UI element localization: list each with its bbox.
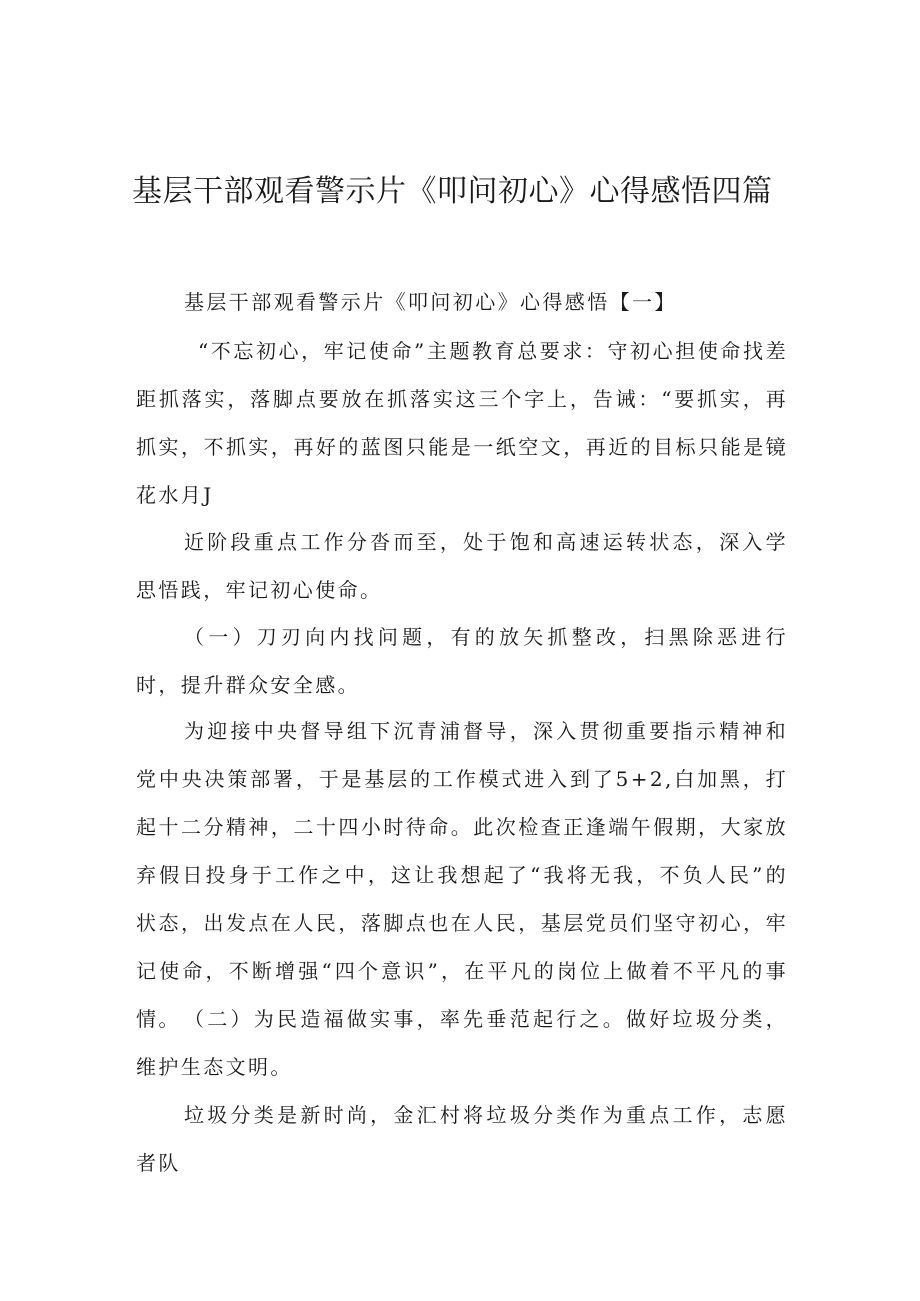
paragraph: 为迎接中央督导组下沉青浦督导，深入贯彻重要指示精神和党中央决策部署，于是基层的工作模式进入到了5+2,白加黑，打起十二分精神，二十四小时待命。此次检查正逢端午假期，大家放弃假日投身于工作之中，这让我想起了“我将无我，不负人民”的状态，出发点在人民，落脚点也在人民，基层党员们坚守初心，牢记使命，不断增强“四个意识”，在平凡的岗位上做着不平凡的事情。 <box>136 719 788 1031</box>
section-heading: 基层干部观看警示片《叩问初心》心得感悟【一】 <box>184 290 677 314</box>
paragraph: “不忘初心，牢记使命”主题教育总要求：守初心担使命找差距抓落实，落脚点要放在抓落实这三个字上，告诫：“要抓实，再抓实，不抓实，再好的蓝图只能是一纸空文，再近的目标只能是镜花水月J <box>136 339 788 507</box>
paragraph: 垃圾分类是新时尚，金汇村将垃圾分类作为重点工作，志愿者队 <box>136 1103 788 1175</box>
paragraph: （二）为民造福做实事，率先垂范起行之。做好垃圾分类，维护生态文明。 <box>136 1007 788 1079</box>
document-title: 基层干部观看警示片《叩问初心》心得感悟四篇 <box>132 174 773 209</box>
paragraph: 近阶段重点工作分沓而至，处于饱和高速运转状态，深入学思悟践，牢记初心使命。 <box>136 530 788 602</box>
paragraph: （一）刀刃向内找问题，有的放矢抓整改，扫黑除恶进行时，提升群众安全感。 <box>136 625 788 697</box>
